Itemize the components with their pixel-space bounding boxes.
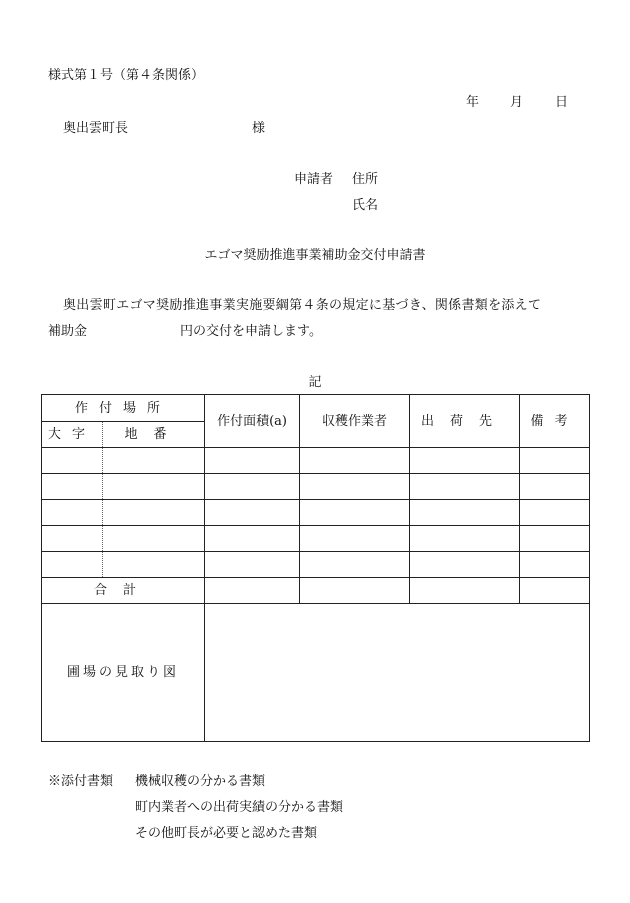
cell-destination[interactable] xyxy=(410,526,520,552)
cell-area[interactable] xyxy=(205,552,300,578)
map-row xyxy=(42,604,590,742)
date-month-label: 月 xyxy=(510,95,524,110)
map-area[interactable] xyxy=(205,604,590,742)
header-area: 作付面積(a) xyxy=(205,395,300,448)
cell-area[interactable] xyxy=(205,500,300,526)
cell-remarks[interactable] xyxy=(520,552,590,578)
applicant-label: 申請者 xyxy=(294,172,334,187)
cell-chiban[interactable] xyxy=(103,500,205,526)
cell-destination[interactable] xyxy=(410,474,520,500)
table-row xyxy=(42,448,590,474)
cell-destination[interactable] xyxy=(410,552,520,578)
document-title: エゴマ奨励推進事業補助金交付申請書 xyxy=(204,248,426,263)
table-row xyxy=(42,526,590,552)
cell-remarks[interactable] xyxy=(520,500,590,526)
total-destination[interactable] xyxy=(410,578,520,604)
cell-area[interactable] xyxy=(205,474,300,500)
cell-chiban[interactable] xyxy=(103,474,205,500)
header-chiban: 地番 xyxy=(103,422,205,448)
body-line-1: 奥出雲町エゴマ奨励推進事業実施要綱第４条の規定に基づき、関係書類を添えて xyxy=(63,298,542,313)
total-label: 合計 xyxy=(42,578,205,604)
cell-oaza[interactable] xyxy=(42,526,103,552)
map-label: 圃場の見取り図 xyxy=(42,604,205,742)
header-remarks: 備考 xyxy=(520,395,590,448)
cell-harvester[interactable] xyxy=(300,526,410,552)
cell-chiban[interactable] xyxy=(103,526,205,552)
cell-chiban[interactable] xyxy=(103,552,205,578)
total-remarks[interactable] xyxy=(520,578,590,604)
cell-remarks[interactable] xyxy=(520,526,590,552)
date-year-label: 年 xyxy=(466,95,480,110)
body-line-2-suffix: 円の交付を申請します。 xyxy=(180,324,322,339)
total-area[interactable] xyxy=(205,578,300,604)
name-label: 氏名 xyxy=(352,198,379,213)
cell-destination[interactable] xyxy=(410,448,520,474)
header-destination: 出荷先 xyxy=(410,395,520,448)
cell-harvester[interactable] xyxy=(300,448,410,474)
cell-oaza[interactable] xyxy=(42,500,103,526)
cell-oaza[interactable] xyxy=(42,448,103,474)
table-row xyxy=(42,474,590,500)
cell-oaza[interactable] xyxy=(42,474,103,500)
cell-remarks[interactable] xyxy=(520,448,590,474)
addressee: 奥出雲町長 xyxy=(63,121,129,136)
ki-heading: 記 xyxy=(308,375,322,390)
header-oaza: 大字 xyxy=(42,422,103,448)
cell-harvester[interactable] xyxy=(300,500,410,526)
cell-area[interactable] xyxy=(205,526,300,552)
form-number: 様式第１号（第４条関係） xyxy=(48,68,205,83)
honorific: 様 xyxy=(252,121,266,136)
cell-harvester[interactable] xyxy=(300,552,410,578)
header-harvester: 収穫作業者 xyxy=(300,395,410,448)
cell-destination[interactable] xyxy=(410,500,520,526)
cell-chiban[interactable] xyxy=(103,448,205,474)
cell-remarks[interactable] xyxy=(520,474,590,500)
attachment-item: 町内業者への出荷実績の分かる書類 xyxy=(135,800,344,815)
address-label: 住所 xyxy=(352,172,379,187)
body-line-2-prefix: 補助金 xyxy=(48,324,88,339)
record-table xyxy=(41,394,590,742)
attachment-item: 機械収穫の分かる書類 xyxy=(135,774,266,789)
cell-area[interactable] xyxy=(205,448,300,474)
attachment-item: その他町長が必要と認めた書類 xyxy=(135,826,318,841)
date-day-label: 日 xyxy=(555,95,569,110)
cell-oaza[interactable] xyxy=(42,552,103,578)
header-location: 作付場所 xyxy=(42,395,205,422)
attachments-label: ※添付書類 xyxy=(48,774,114,789)
total-row xyxy=(42,578,590,604)
table-row xyxy=(42,500,590,526)
cell-harvester[interactable] xyxy=(300,474,410,500)
total-harvester[interactable] xyxy=(300,578,410,604)
table-row xyxy=(42,552,590,578)
